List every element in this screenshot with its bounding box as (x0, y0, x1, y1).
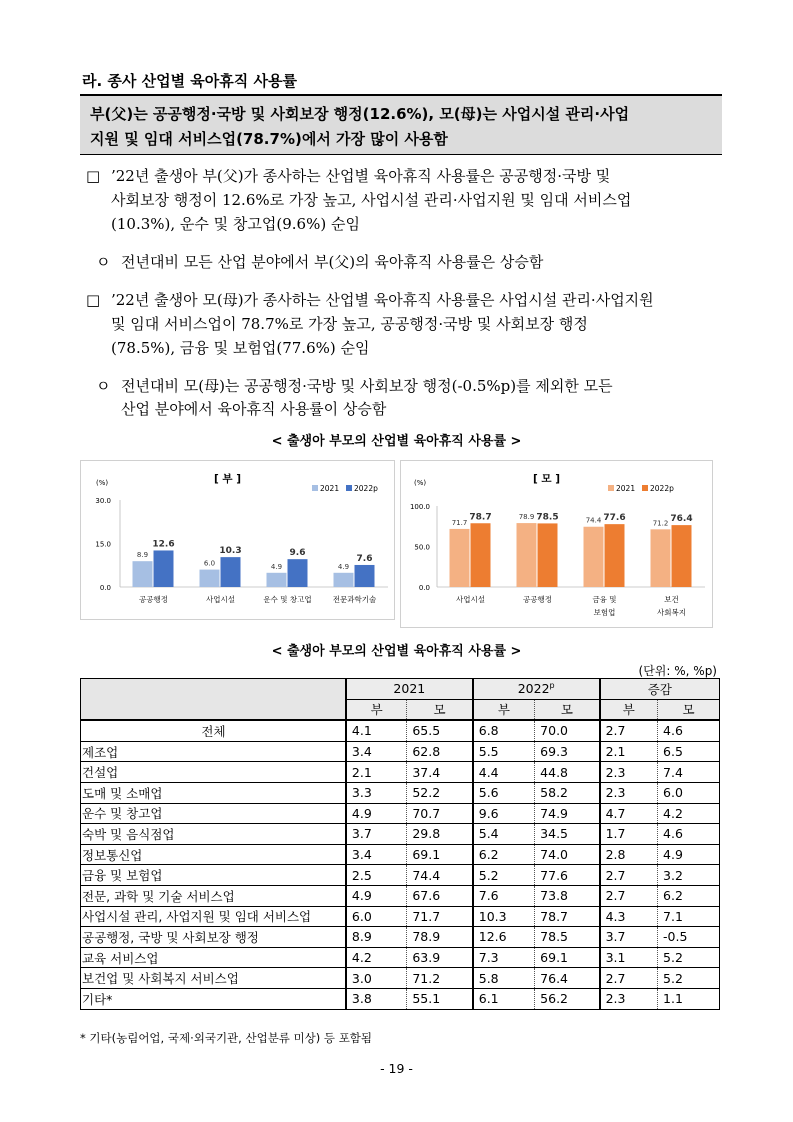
bullet-square-icon: □ (86, 291, 101, 309)
cell: 5.8 (473, 968, 535, 989)
cell: 7.3 (473, 947, 535, 968)
bar-2022p (672, 525, 692, 587)
cell: 4.6 (658, 720, 720, 741)
y-tick-label: 0.0 (99, 584, 111, 592)
cell: 6.2 (473, 844, 535, 865)
cell: 5.2 (658, 968, 720, 989)
x-tick-label: 보험업 (593, 608, 616, 617)
cell: 78.9 (407, 927, 473, 948)
cell: 2.8 (600, 844, 658, 865)
summary-line-1: 부(父)는 공공행정·국방 및 사회보장 행정(12.6%), 모(母)는 사업시설 관리·사업 (90, 105, 630, 123)
bar-2021 (584, 527, 604, 587)
y-tick-label: 30.0 (95, 497, 111, 505)
legend-swatch (642, 485, 648, 491)
data-label: 71.2 (652, 519, 669, 528)
legend-label: 2022p (354, 484, 378, 493)
cell: 74.9 (535, 803, 600, 824)
sub-bullet-icon: ㅇ (96, 377, 111, 395)
legend-swatch (312, 485, 318, 491)
cell: 77.6 (535, 865, 600, 886)
y-tick-label: 50.0 (414, 543, 430, 552)
cell: 5.5 (473, 741, 535, 762)
table-row (81, 782, 720, 803)
cell: 70.7 (407, 803, 473, 824)
cell: 74.4 (407, 865, 473, 886)
table-row (81, 906, 720, 927)
data-label: 4.9 (270, 562, 283, 571)
cell: 2.7 (600, 968, 658, 989)
table-title: < 출생아 부모의 산업별 육아휴직 사용률 > (271, 644, 522, 659)
cell: 1.7 (600, 824, 658, 845)
cell: 3.0 (346, 968, 407, 989)
table-row (81, 865, 720, 886)
cell: 74.0 (535, 844, 600, 865)
father-bar-chart (80, 460, 395, 620)
cell: 10.3 (473, 906, 535, 927)
bar-2022p (288, 559, 308, 587)
cell: 4.2 (658, 803, 720, 824)
legend-swatch (608, 485, 614, 491)
y-tick-label: 15.0 (95, 540, 111, 549)
row-label: 교육 서비스업 (81, 947, 346, 968)
x-tick-label: 공공행정 (523, 595, 552, 604)
bullet-2-line-3: (78.5%), 금융 및 보험업(77.6%) 순임 (111, 339, 370, 357)
row-label: 전문, 과학 및 기술 서비스업 (81, 885, 346, 906)
cell: 6.0 (346, 906, 407, 927)
x-tick-label: 금융 및 (592, 595, 617, 604)
table-row (81, 885, 720, 906)
legend-label: 2021 (616, 484, 636, 493)
cell: 71.2 (407, 968, 473, 989)
row-label: 금융 및 보험업 (81, 865, 346, 886)
data-label: 76.4 (670, 514, 693, 525)
cell: 4.7 (600, 803, 658, 824)
chart-section-title: < 출생아 부모의 산업별 육아휴직 사용률 > (271, 434, 522, 449)
cell: 3.8 (346, 988, 407, 1009)
cell: 69.1 (535, 947, 600, 968)
cell: 37.4 (407, 762, 473, 783)
cell: 2.3 (600, 988, 658, 1009)
cell: 55.1 (407, 988, 473, 1009)
cell: 3.3 (346, 782, 407, 803)
row-label: 도매 및 소매업 (81, 782, 346, 803)
data-label: 7.6 (356, 553, 373, 564)
cell: 6.1 (473, 988, 535, 1009)
cell: 4.6 (658, 824, 720, 845)
cell: 70.0 (535, 720, 600, 741)
cell: 3.1 (600, 947, 658, 968)
header-mother: 모 (407, 699, 473, 720)
data-label: 78.9 (518, 513, 535, 522)
cell: 3.4 (346, 844, 407, 865)
x-tick-label: 운수 및 창고업 (263, 595, 312, 604)
cell: 6.2 (658, 885, 720, 906)
cell: 4.3 (600, 906, 658, 927)
row-label: 숙박 및 음식점업 (81, 824, 346, 845)
header-mother: 모 (535, 699, 600, 720)
row-label: 운수 및 창고업 (81, 803, 346, 824)
cell: 9.6 (473, 803, 535, 824)
cell: 71.7 (407, 906, 473, 927)
cell: 7.1 (658, 906, 720, 927)
bullet-1-line-3: (10.3%), 운수 및 창고업(9.6%) 순임 (111, 215, 360, 233)
row-label: 전체 (81, 720, 346, 741)
table-row (81, 968, 720, 989)
bar-2021 (267, 573, 287, 587)
data-label: 74.4 (585, 516, 602, 525)
row-label: 정보통신업 (81, 844, 346, 865)
x-tick-label: 사회복지 (657, 608, 686, 617)
bullet-1-line-1: ’22년 출생아 부(父)가 종사하는 산업별 육아휴직 사용률은 공공행정·국방 및 (111, 167, 611, 185)
header-father: 부 (473, 699, 535, 720)
data-label: 6.0 (203, 559, 216, 568)
chart-title: [ 부 ] (213, 473, 242, 485)
chart-title: [ 모 ] (532, 473, 561, 485)
cell: 1.1 (658, 988, 720, 1009)
table-row (81, 988, 720, 1009)
cell: 4.9 (658, 844, 720, 865)
table-row (81, 741, 720, 762)
row-label: 보건업 및 사회복지 서비스업 (81, 968, 346, 989)
data-label: 4.9 (337, 562, 350, 571)
bar-2022p (355, 565, 375, 587)
header-change: 증감 (600, 679, 720, 700)
header-father: 부 (600, 699, 658, 720)
row-label: 기타* (81, 988, 346, 1009)
summary-box (80, 96, 722, 155)
cell: 4.9 (346, 885, 407, 906)
cell: 2.1 (346, 762, 407, 783)
cell: 44.8 (535, 762, 600, 783)
year-2022-sup: p (549, 681, 555, 691)
x-tick-label: 보건 (664, 595, 679, 604)
table-row (81, 762, 720, 783)
cell: 3.2 (658, 865, 720, 886)
bullet-2-line-2: 및 임대 서비스업이 78.7%로 가장 높고, 공공행정·국방 및 사회보장 행정 (111, 315, 588, 333)
bar-2022p (471, 523, 491, 587)
cell: 2.1 (600, 741, 658, 762)
bar-2021 (450, 529, 470, 587)
x-tick-label: 전문과학기술 (332, 595, 377, 604)
legend-label: 2021 (320, 484, 340, 493)
data-label: 12.6 (152, 539, 175, 550)
cell: 4.1 (346, 720, 407, 741)
year-2022-text: 2022 (517, 681, 550, 697)
bullet-1-line-2: 사회보장 행정이 12.6%로 가장 높고, 사업시설 관리·사업지원 및 임대 서비스업 (111, 191, 632, 209)
cell: 6.5 (658, 741, 720, 762)
cell: 3.4 (346, 741, 407, 762)
cell: 63.9 (407, 947, 473, 968)
bar-2021 (133, 561, 153, 587)
y-axis-unit: (%) (414, 479, 427, 487)
cell: 2.7 (600, 720, 658, 741)
table-row (81, 844, 720, 865)
y-tick-label: 100.0 (409, 503, 430, 511)
y-tick-label: 0.0 (418, 584, 430, 592)
table-row (81, 824, 720, 845)
cell: 5.4 (473, 824, 535, 845)
bar-2022p (221, 557, 241, 587)
cell: 69.1 (407, 844, 473, 865)
data-label: 71.7 (451, 518, 468, 527)
legend-label: 2022p (650, 484, 674, 493)
cell: 2.3 (600, 762, 658, 783)
data-label: 10.3 (219, 546, 242, 557)
page-number: - 19 - (380, 1061, 413, 1076)
row-label: 건설업 (81, 762, 346, 783)
bar-2022p (538, 523, 558, 587)
sub-bullet-1: 전년대비 모든 산업 분야에서 부(父)의 육아휴직 사용률은 상승함 (121, 253, 544, 271)
cell: 2.5 (346, 865, 407, 886)
y-axis-unit: (%) (96, 479, 109, 487)
cell: 3.7 (600, 927, 658, 948)
cell: 5.2 (658, 947, 720, 968)
cell: 5.6 (473, 782, 535, 803)
header-year-2021: 2021 (346, 679, 473, 700)
cell: 12.6 (473, 927, 535, 948)
cell: 62.8 (407, 741, 473, 762)
cell: 2.7 (600, 865, 658, 886)
cell: 6.0 (658, 782, 720, 803)
data-label: 9.6 (289, 548, 306, 559)
section-title: 라. 종사 산업별 육아휴직 사용률 (82, 72, 297, 90)
cell: 4.4 (473, 762, 535, 783)
row-label: 제조업 (81, 741, 346, 762)
cell: 69.3 (535, 741, 600, 762)
cell: 4.2 (346, 947, 407, 968)
cell: 34.5 (535, 824, 600, 845)
cell: 2.7 (600, 885, 658, 906)
legend-swatch (346, 485, 352, 491)
cell: 5.2 (473, 865, 535, 886)
usage-rate-table (80, 678, 720, 1010)
cell: 65.5 (407, 720, 473, 741)
bar-2021 (517, 523, 537, 587)
header-blank-cell (81, 679, 346, 721)
bullet-2-line-1: ’22년 출생아 모(母)가 종사하는 산업별 육아휴직 사용률은 사업시설 관리·사업지원 (111, 291, 654, 309)
cell: 58.2 (535, 782, 600, 803)
x-tick-label: 사업시설 (206, 595, 235, 604)
header-year-2022 (473, 679, 600, 700)
x-tick-label: 사업시설 (456, 595, 485, 604)
table-row (81, 947, 720, 968)
table-footnote: * 기타(농림어업, 국제·외국기관, 산업분류 미상) 등 포함됨 (80, 1031, 373, 1045)
data-label: 77.6 (603, 513, 626, 524)
cell: 78.7 (535, 906, 600, 927)
cell: 7.6 (473, 885, 535, 906)
sub-bullet-icon: ㅇ (96, 253, 111, 271)
header-mother: 모 (658, 699, 720, 720)
cell: 76.4 (535, 968, 600, 989)
cell: -0.5 (658, 927, 720, 948)
table-row-total (81, 720, 720, 741)
cell: 3.7 (346, 824, 407, 845)
table-row (81, 927, 720, 948)
cell: 4.9 (346, 803, 407, 824)
bullet-square-icon: □ (86, 167, 101, 185)
cell: 2.3 (600, 782, 658, 803)
cell: 8.9 (346, 927, 407, 948)
cell: 78.5 (535, 927, 600, 948)
mother-bar-chart (400, 460, 713, 628)
bar-2022p (154, 550, 174, 587)
row-label: 공공행정, 국방 및 사회보장 행정 (81, 927, 346, 948)
data-label: 78.7 (469, 512, 492, 523)
unit-label: (단위: %, %p) (638, 664, 717, 678)
cell: 6.8 (473, 720, 535, 741)
cell: 52.2 (407, 782, 473, 803)
table-row (81, 803, 720, 824)
cell: 73.8 (535, 885, 600, 906)
cell: 56.2 (535, 988, 600, 1009)
cell: 67.6 (407, 885, 473, 906)
sub-bullet-2-line-2: 산업 분야에서 육아휴직 사용률이 상승함 (121, 400, 387, 418)
row-label: 사업시설 관리, 사업지원 및 임대 서비스업 (81, 906, 346, 927)
header-father: 부 (346, 699, 407, 720)
data-label: 78.5 (536, 512, 559, 523)
cell: 29.8 (407, 824, 473, 845)
bar-2021 (200, 570, 220, 587)
x-tick-label: 공공행정 (139, 595, 168, 604)
data-label: 8.9 (136, 551, 149, 560)
cell: 7.4 (658, 762, 720, 783)
summary-line-2: 지원 및 임대 서비스업(78.7%)에서 가장 많이 사용함 (90, 130, 448, 148)
bar-2022p (605, 524, 625, 587)
bar-2021 (334, 573, 354, 587)
bar-2021 (651, 529, 671, 587)
sub-bullet-2-line-1: 전년대비 모(母)는 공공행정·국방 및 사회보장 행정(-0.5%p)를 제외한 모든 (121, 377, 613, 395)
